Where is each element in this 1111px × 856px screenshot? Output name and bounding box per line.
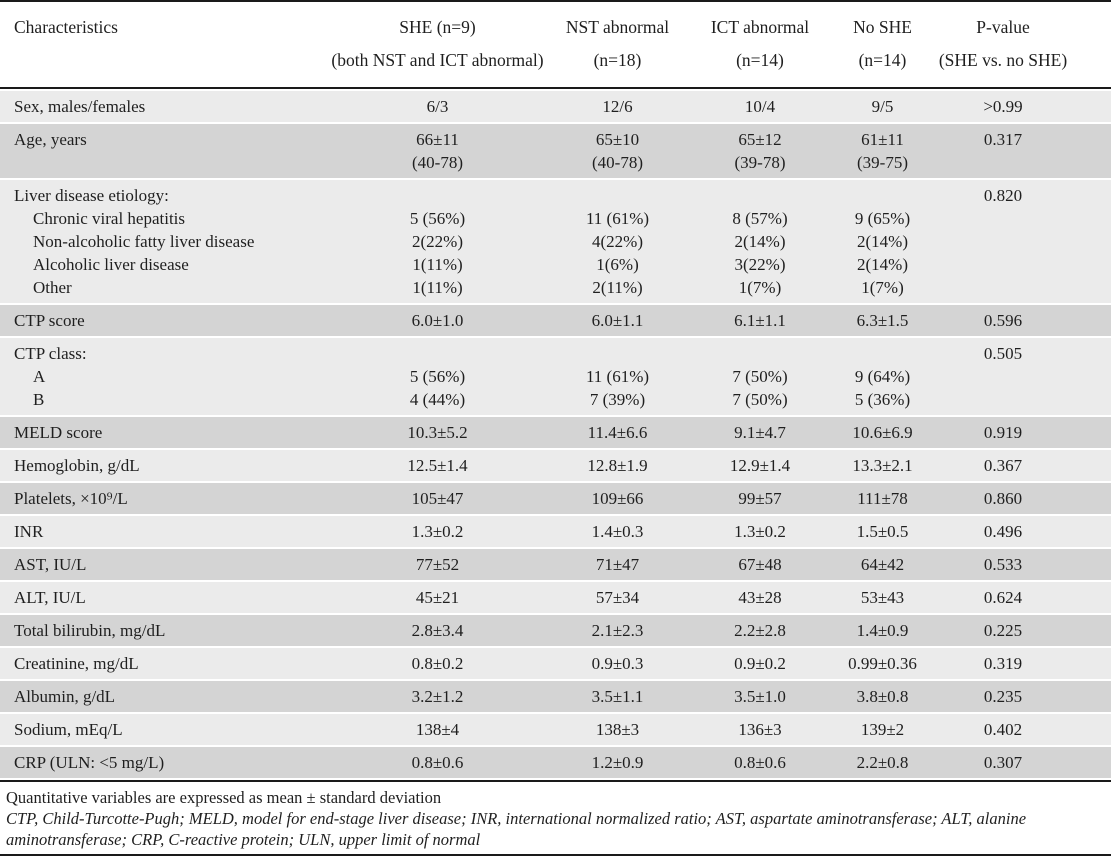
data-cell-ict [690,95,830,118]
table-row [0,450,1111,481]
cell-value: 99±57 [738,489,782,508]
data-cell-she [330,128,545,174]
cell-value: 1(7%) [861,278,904,297]
data-cell-ict [690,652,830,675]
row-label-cell [0,652,330,675]
data-cell-nst [545,718,690,741]
table-row [0,714,1111,745]
cell-value: 6.1±1.1 [734,311,786,330]
data-cell-no-she [830,421,935,444]
cell-value: 57±34 [595,588,640,607]
data-cell-no-she [830,309,935,332]
p-value: 0.367 [983,456,1023,475]
header-sublabel: (n=18) [593,50,642,70]
p-value-cell [935,586,1111,609]
table-row [0,305,1111,336]
cell-value: 105±47 [411,489,464,508]
row-label: CRP (ULN: <5 mg/L) [14,753,165,772]
cell-value: 1.5±0.5 [856,522,909,541]
p-value-cell [935,487,1111,510]
cell-value: 0.99±0.36 [848,654,917,673]
cell-value: 1.4±0.3 [591,522,644,541]
row-label: Sodium, mEq/L [14,720,123,739]
p-value-cell [935,751,1111,774]
data-cell-nst [545,309,690,332]
data-cell-ict [690,718,830,741]
table-footnotes [0,782,1111,856]
table-row [0,338,1111,415]
p-value: 0.624 [983,588,1023,607]
data-cell-ict [690,128,830,174]
row-label: CTP class: [14,344,87,363]
p-value [935,207,1071,230]
row-label: Platelets, ×10⁹/L [14,489,128,508]
row-label: Albumin, g/dL [14,687,116,706]
data-cell-nst [545,520,690,543]
data-cell-she [330,520,545,543]
table-row [0,180,1111,303]
p-value [935,276,1071,299]
p-value [935,253,1071,276]
cell-value: 136±3 [738,720,782,739]
cell-value [545,184,690,207]
row-label: Age, years [14,130,87,149]
data-cell-ict [690,421,830,444]
row-label: Creatinine, mg/dL [14,654,139,673]
row-label-cell [0,586,330,609]
row-label-cell [0,454,330,477]
row-label: MELD score [14,423,103,442]
table-row [0,417,1111,448]
p-value: 0.225 [983,621,1023,640]
header-sublabel: (SHE vs. no SHE) [938,50,1068,70]
cell-value [690,342,830,365]
cell-value: 0.9±0.2 [734,654,786,673]
cell-value: 111±78 [857,489,908,508]
cell-value: 9.1±4.7 [734,423,786,442]
row-label: B [33,390,45,409]
row-label: AST, IU/L [14,555,87,574]
cell-value: 139±2 [860,720,905,739]
cell-value: 4 (44%) [409,390,466,409]
data-cell-she [330,342,545,411]
cell-value: 3.8±0.8 [856,687,909,706]
cell-value: 9 (65%) [854,209,911,228]
data-cell-no-she [830,586,935,609]
row-label-cell [0,685,330,708]
data-cell-ict [690,487,830,510]
cell-value: (40-78) [412,153,463,172]
cell-value: (39-78) [734,153,786,172]
cell-value: 8 (57%) [732,209,788,228]
cell-value: 2(11%) [592,278,643,297]
cell-value: 10/4 [744,97,776,116]
cell-value: 61±11 [861,130,904,149]
row-label: Chronic viral hepatitis [33,209,186,228]
cell-value: (40-78) [592,153,643,172]
data-cell-nst [545,652,690,675]
p-value: 0.533 [983,555,1023,574]
cell-value: 13.3±2.1 [852,456,913,475]
p-value: >0.99 [983,97,1023,116]
row-label: A [33,367,46,386]
cell-value: 2.1±2.3 [591,621,644,640]
p-value-cell [935,619,1111,642]
cell-value: 9/5 [871,97,894,116]
cell-value: 3(22%) [734,255,786,274]
cell-value: 3.2±1.2 [411,687,464,706]
cell-value: 12/6 [602,97,633,116]
row-label-cell [0,619,330,642]
cell-value: 43±28 [738,588,782,607]
data-cell-no-she [830,454,935,477]
header-sublabel: (both NST and ICT abnormal) [331,50,544,70]
cell-value: 12.8±1.9 [587,456,648,475]
cell-value: 45±21 [415,588,460,607]
cell-value: 11 (61%) [585,209,650,228]
cell-value: 2.8±3.4 [411,621,464,640]
p-value-cell [935,454,1111,477]
row-label-cell [0,751,330,774]
data-cell-no-she [830,487,935,510]
data-cell-she [330,586,545,609]
cell-value: 10.6±6.9 [852,423,913,442]
header-label: ICT abnormal [710,17,810,37]
cell-value: 7 (50%) [732,390,788,409]
data-cell-ict [690,685,830,708]
cell-value: 0.8±0.2 [411,654,464,673]
p-value-cell [935,718,1111,741]
data-cell-no-she [830,128,935,174]
cell-value: 67±48 [738,555,782,574]
row-label: Liver disease etiology: [14,186,169,205]
data-cell-nst [545,421,690,444]
cell-value: 0.8±0.6 [734,753,786,772]
cell-value: 53±43 [860,588,905,607]
row-label-cell [0,128,330,174]
header-label: Characteristics [14,17,118,37]
cell-value: 2(14%) [857,232,908,251]
header-label: SHE (n=9) [399,17,476,37]
cell-value: 6.0±1.1 [591,311,644,330]
header-cell-she [330,11,545,77]
p-value-cell [935,309,1111,332]
data-cell-no-she [830,652,935,675]
data-cell-ict [690,553,830,576]
cell-value: 12.9±1.4 [729,456,791,475]
cell-value: 11.4±6.6 [587,423,648,442]
p-value-cell [935,520,1111,543]
row-label-cell [0,184,330,299]
row-label-cell [0,520,330,543]
cell-value: 1(7%) [738,278,782,297]
table-row [0,516,1111,547]
cell-value [830,342,935,365]
p-value: 0.505 [983,344,1023,363]
header-sublabel: (n=14) [858,50,907,70]
p-value: 0.319 [983,654,1023,673]
cell-value: 7 (50%) [732,367,788,386]
cell-value: 1.3±0.2 [734,522,786,541]
data-cell-she [330,718,545,741]
cell-value: 4(22%) [592,232,643,251]
p-value: 0.402 [983,720,1023,739]
cell-value: 2(14%) [734,232,786,251]
cell-value [330,342,545,365]
data-cell-nst [545,95,690,118]
table-row [0,91,1111,122]
data-cell-no-she [830,184,935,299]
cell-value: 65±12 [738,130,782,149]
data-cell-nst [545,751,690,774]
data-cell-ict [690,586,830,609]
data-cell-she [330,421,545,444]
cell-value: 3.5±1.1 [591,687,644,706]
cell-value: 0.8±0.6 [411,753,464,772]
data-cell-nst [545,487,690,510]
p-value: 0.235 [983,687,1023,706]
cell-value: 138±4 [415,720,460,739]
table-row [0,582,1111,613]
row-label: ALT, IU/L [14,588,86,607]
row-label-cell [0,309,330,332]
table-row [0,681,1111,712]
data-cell-nst [545,586,690,609]
data-cell-no-she [830,685,935,708]
cell-value: 5 (56%) [409,209,466,228]
table-header-row [0,2,1111,89]
data-cell-ict [690,619,830,642]
data-cell-ict [690,520,830,543]
cell-value: 6.3±1.5 [856,311,909,330]
cell-value [690,184,830,207]
p-value [935,365,1071,388]
data-cell-no-she [830,342,935,411]
cell-value: 6/3 [426,97,449,116]
p-value [935,388,1071,411]
cell-value [545,342,690,365]
cell-value: 0.9±0.3 [591,654,644,673]
p-value-cell [935,128,1111,174]
header-sublabel: (n=14) [736,50,784,70]
cell-value: 2.2±0.8 [856,753,909,772]
p-value-cell [935,553,1111,576]
cell-value: 1.3±0.2 [411,522,464,541]
cell-value: 71±47 [595,555,640,574]
data-cell-she [330,487,545,510]
cell-value: 1(11%) [412,255,463,274]
data-cell-ict [690,454,830,477]
data-cell-no-she [830,520,935,543]
data-cell-no-she [830,751,935,774]
data-cell-she [330,619,545,642]
table-row [0,549,1111,580]
cell-value: 65±10 [595,130,640,149]
table-row [0,747,1111,778]
header-cell-nst-abnormal [545,11,690,77]
cell-value: 2.2±2.8 [734,621,786,640]
cell-value [330,184,545,207]
cell-value: 3.5±1.0 [734,687,786,706]
cell-value: 2(14%) [857,255,908,274]
data-cell-nst [545,685,690,708]
cell-value: 138±3 [595,720,640,739]
data-cell-nst [545,619,690,642]
row-label: CTP score [14,311,85,330]
data-cell-ict [690,751,830,774]
p-value-cell [935,652,1111,675]
cell-value: 9 (64%) [854,367,911,386]
p-value: 0.496 [983,522,1023,541]
footnote-quantitative: Quantitative variables are expressed as mean ± standard deviation [6,788,442,807]
header-label: NST abnormal [565,17,670,37]
table-row [0,124,1111,178]
p-value-cell [935,421,1111,444]
cell-value: 5 (36%) [854,390,911,409]
cell-value: 77±52 [415,555,460,574]
row-label-cell [0,487,330,510]
table-body [0,91,1111,782]
p-value-cell [935,184,1111,299]
cell-value: 66±11 [416,130,459,149]
p-value: 0.860 [983,489,1023,508]
cell-value: 64±42 [860,555,905,574]
row-label-cell [0,718,330,741]
data-cell-she [330,184,545,299]
data-cell-she [330,751,545,774]
cell-value: 1.2±0.9 [591,753,644,772]
header-cell-ict-abnormal [690,11,830,77]
p-value: 0.317 [983,130,1023,149]
row-label: Alcoholic liver disease [33,255,189,274]
row-label: Sex, males/females [14,97,146,116]
p-value: 0.919 [983,423,1023,442]
p-value: 0.820 [983,186,1023,205]
cell-value: 1.4±0.9 [856,621,909,640]
data-cell-ict [690,184,830,299]
data-cell-she [330,454,545,477]
row-label-cell [0,553,330,576]
header-label: P-value [976,17,1030,37]
cell-value: (39-75) [857,153,908,172]
data-cell-no-she [830,718,935,741]
cell-value: 6.0±1.0 [411,311,464,330]
data-cell-no-she [830,619,935,642]
footnote-abbreviations: CTP, Child-Turcotte-Pugh; MELD, model for end-stage liver disease; INR, international normalized ratio; AST, aspartate aminotransferase; ALT, alanine aminotransferase; CRP, C-reactive protein; ULN, upper limit of normal [6,809,1027,849]
p-value: 0.596 [983,311,1023,330]
data-cell-she [330,309,545,332]
data-cell-nst [545,128,690,174]
cell-value: 11 (61%) [585,367,650,386]
header-cell-characteristics [0,11,330,77]
data-cell-ict [690,342,830,411]
data-cell-no-she [830,95,935,118]
p-value-cell [935,95,1111,118]
cell-value: 1(6%) [596,255,639,274]
row-label: Other [33,278,72,297]
table-row [0,615,1111,646]
p-value-cell [935,685,1111,708]
data-cell-no-she [830,553,935,576]
header-cell-p-value [935,11,1111,77]
row-label: Hemoglobin, g/dL [14,456,140,475]
cell-value: 109±66 [591,489,644,508]
cell-value: 7 (39%) [589,390,646,409]
row-label: INR [14,522,44,541]
data-cell-ict [690,309,830,332]
data-cell-nst [545,454,690,477]
header-label: No SHE [853,17,912,37]
header-sublabel [0,44,330,77]
data-cell-nst [545,184,690,299]
cell-value: 1(11%) [412,278,463,297]
data-cell-she [330,553,545,576]
data-cell-she [330,95,545,118]
p-value-cell [935,342,1111,411]
data-cell-nst [545,342,690,411]
row-label: Total bilirubin, mg/dL [14,621,166,640]
row-label-cell [0,421,330,444]
data-cell-she [330,685,545,708]
cell-value [830,184,935,207]
row-label-cell [0,342,330,411]
cell-value: 2(22%) [412,232,463,251]
row-label [0,151,330,174]
row-label-cell [0,95,330,118]
p-value [935,151,1071,174]
table-row [0,648,1111,679]
cell-value: 10.3±5.2 [407,423,468,442]
table-row [0,483,1111,514]
p-value [935,230,1071,253]
p-value: 0.307 [983,753,1023,772]
header-cell-no-she [830,11,935,77]
data-cell-she [330,652,545,675]
cell-value: 12.5±1.4 [407,456,468,475]
row-label: Non-alcoholic fatty liver disease [33,232,255,251]
data-cell-nst [545,553,690,576]
cell-value: 5 (56%) [409,367,466,386]
